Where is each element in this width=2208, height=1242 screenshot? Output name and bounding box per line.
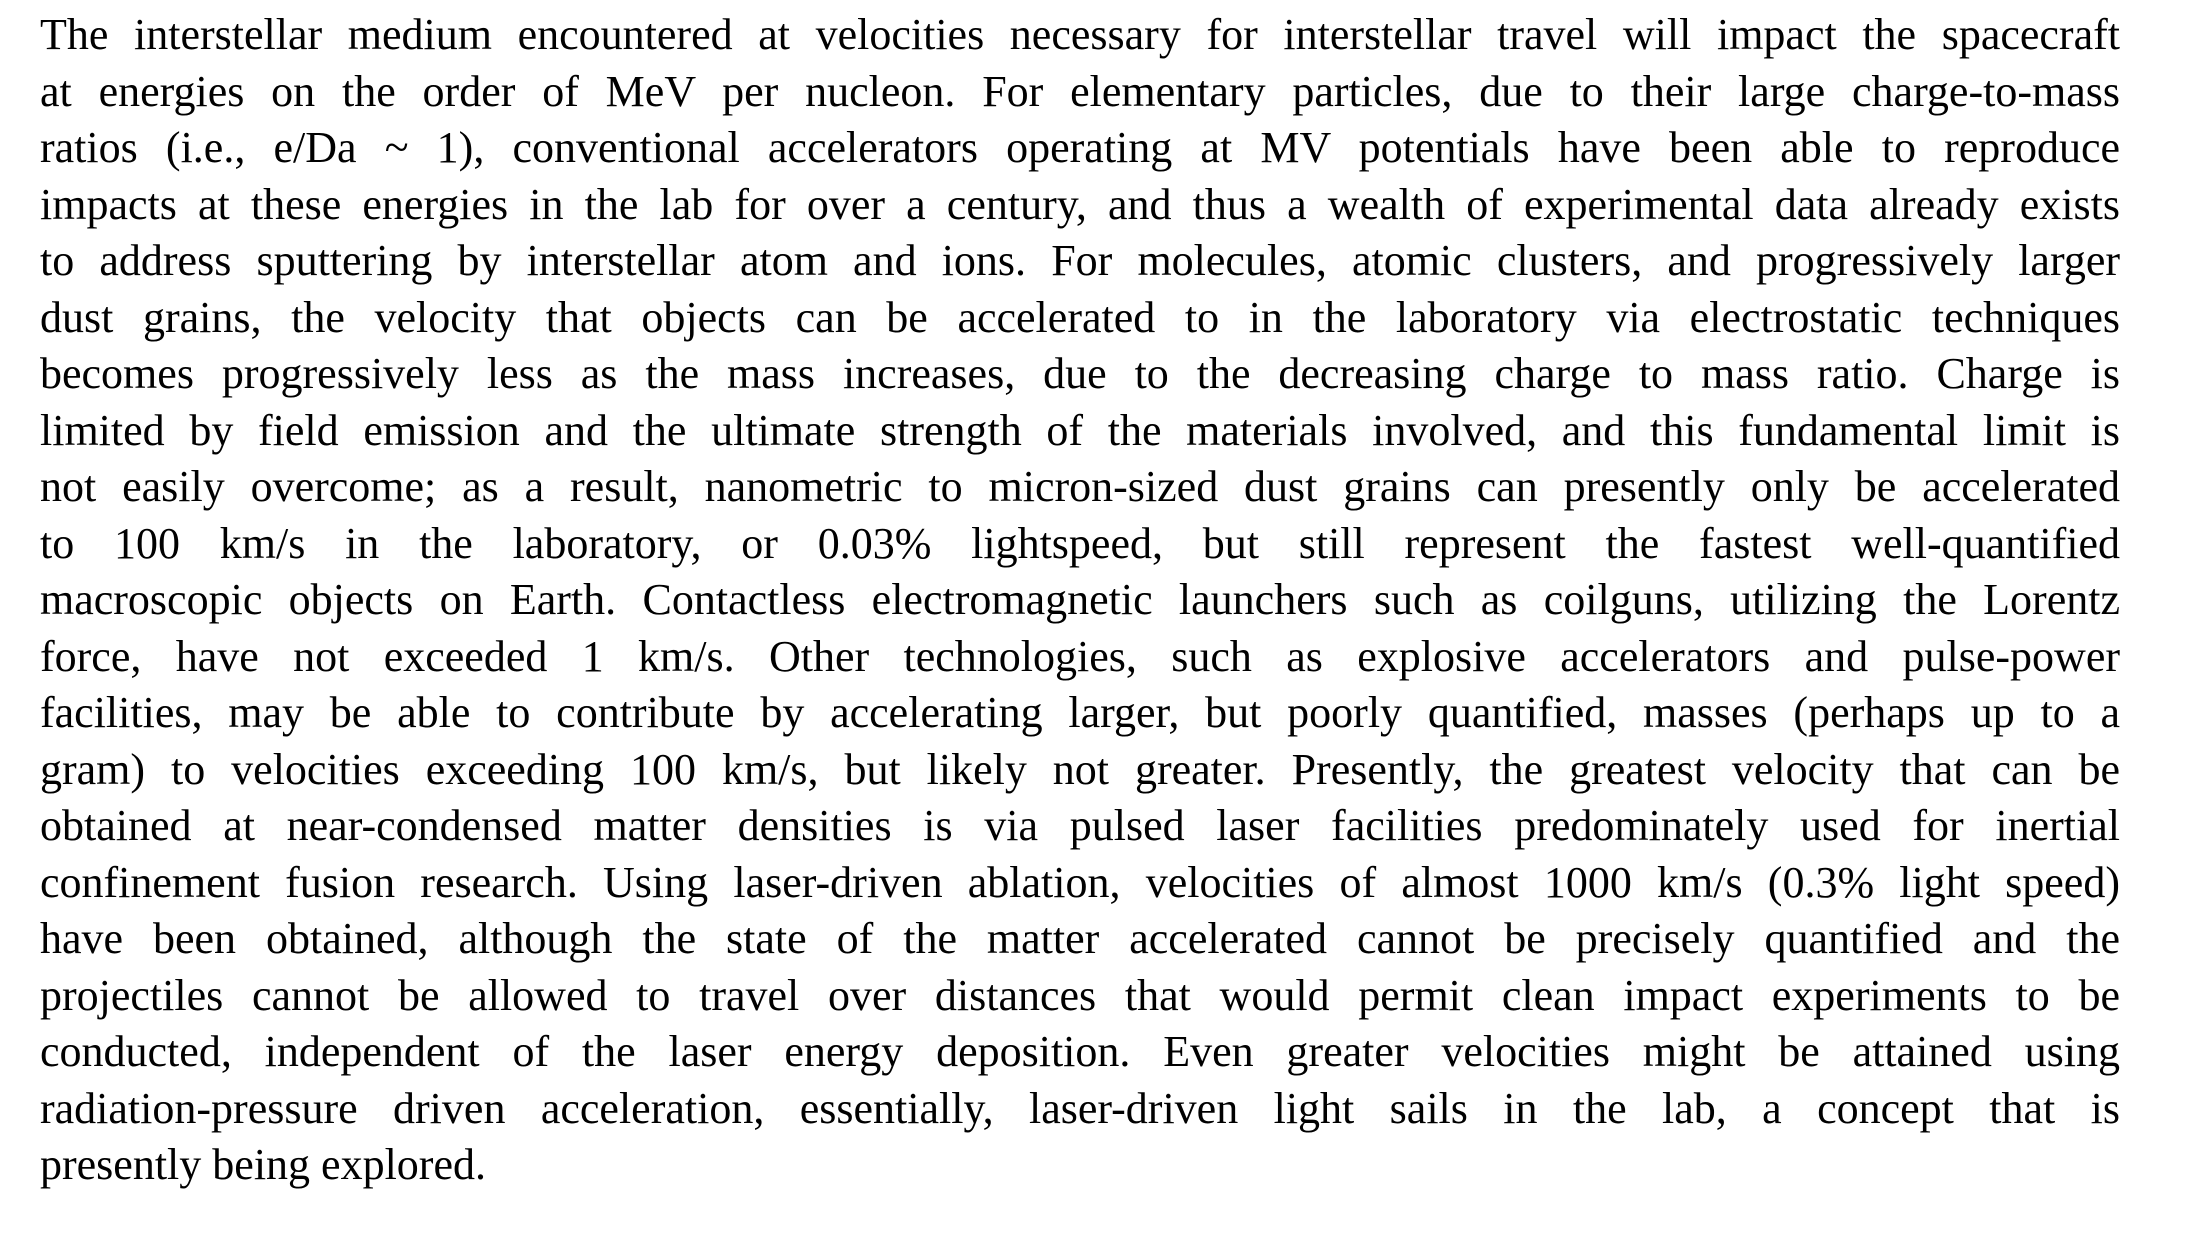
text-line: dust grains, the velocity that objects can be accelerated to in the laboratory via electrostatic techniques bbox=[40, 292, 2120, 342]
text-line: not easily overcome; as a result, nanometric to micron-sized dust grains can presently only be accelerated bbox=[40, 462, 2120, 511]
text-line: facilities, may be able to contribute by accelerating larger, but poorly quantified, masses (perhaps up to a bbox=[40, 688, 2120, 737]
text-line: limited by field emission and the ultimate strength of the materials involved, and this fundamental limit is bbox=[40, 405, 2120, 455]
text-line: force, have not exceeded 1 km/s. Other technologies, such as explosive accelerators and pulse-power bbox=[40, 631, 2120, 681]
text-line: at energies on the order of MeV per nucleon. For elementary particles, due to their large charge-to-mass bbox=[40, 66, 2120, 116]
text-line: macroscopic objects on Earth. Contactless electromagnetic launchers such as coilguns, utilizing the Lorentz bbox=[40, 575, 2120, 624]
text-line: conducted, independent of the laser energy deposition. Even greater velocities might be attained using bbox=[40, 1027, 2120, 1076]
text-line: confinement fusion research. Using laser-driven ablation, velocities of almost 1000 km/s (0.3% light speed) bbox=[40, 857, 2120, 907]
paragraph bbox=[40, 7, 2120, 1194]
text-line: to 100 km/s in the laboratory, or 0.03% lightspeed, but still represent the fastest well-quantified bbox=[40, 518, 2120, 568]
text-line: presently being explored. bbox=[40, 1140, 486, 1189]
text-line: ratios (i.e., e/Da ~ 1), conventional accelerators operating at MV potentials have been able to reproduce bbox=[40, 123, 2120, 172]
text-line: have been obtained, although the state of the matter accelerated cannot be precisely quantified and the bbox=[40, 914, 2120, 963]
text-line: gram) to velocities exceeding 100 km/s, but likely not greater. Presently, the greatest velocity that can be bbox=[40, 744, 2120, 794]
text-line: becomes progressively less as the mass increases, due to the decreasing charge to mass ratio. Charge is bbox=[40, 349, 2120, 398]
text-line: to address sputtering by interstellar atom and ions. For molecules, atomic clusters, and progressively larger bbox=[40, 236, 2120, 285]
text-line: The interstellar medium encountered at velocities necessary for interstellar travel will impact the spacecraft bbox=[40, 10, 2120, 59]
text-line: impacts at these energies in the lab for over a century, and thus a wealth of experimental data already exists bbox=[40, 179, 2120, 229]
text-line: radiation-pressure driven acceleration, essentially, laser-driven light sails in the lab, a concept that is bbox=[40, 1083, 2120, 1133]
text-line: projectiles cannot be allowed to travel over distances that would permit clean impact experiments to be bbox=[40, 970, 2120, 1020]
text-line: obtained at near-condensed matter densities is via pulsed laser facilities predominately used for inertial bbox=[40, 801, 2120, 850]
